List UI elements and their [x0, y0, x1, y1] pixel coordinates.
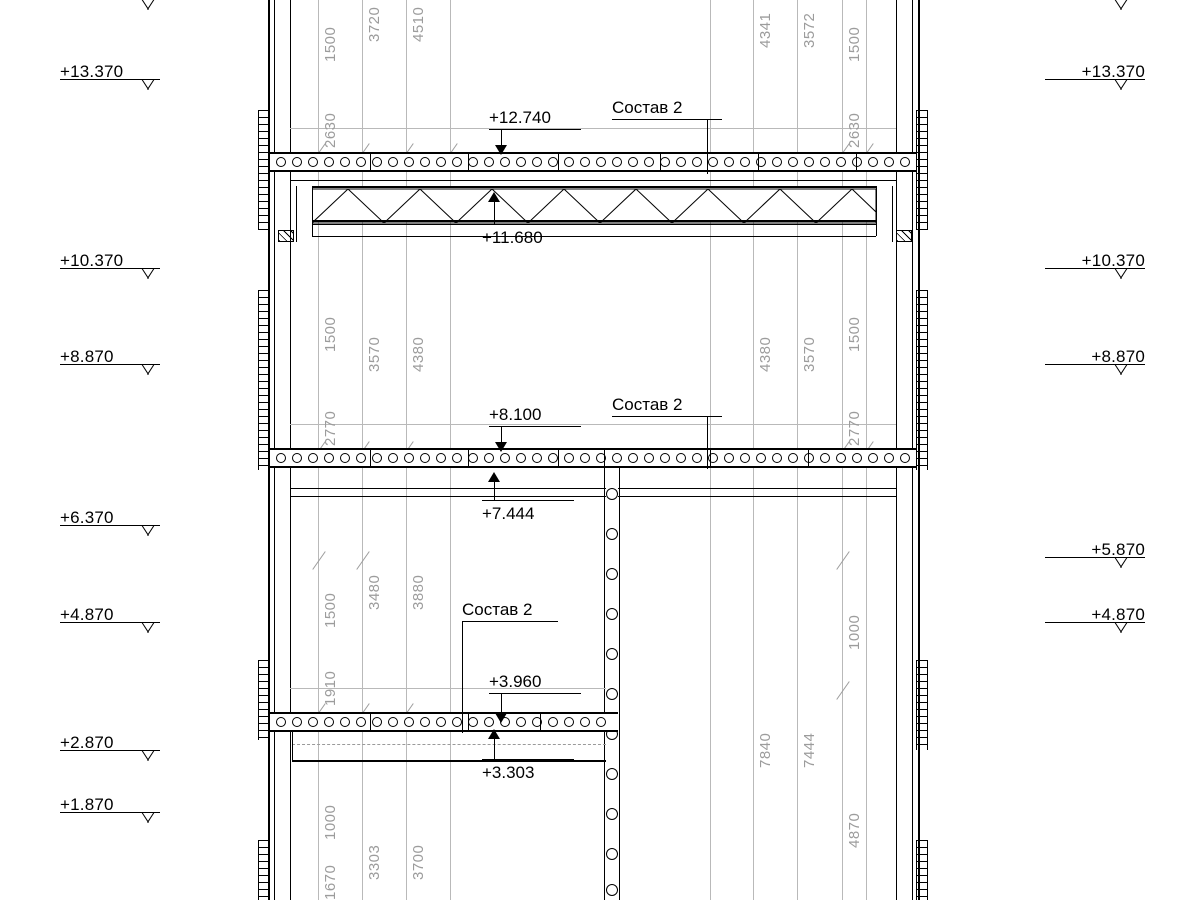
dimension-text: 2630 [846, 112, 863, 148]
ceiling-line-7444-b-right [618, 496, 896, 497]
elevation-arrow-icon [495, 442, 507, 452]
dimension-text: 3572 [801, 12, 818, 48]
dimension-tick [836, 551, 849, 570]
level-leader [1045, 268, 1145, 269]
wall-hatch-right-upper [916, 110, 928, 230]
level-label: +5.870 [1091, 540, 1145, 559]
elevation-arrow-icon [495, 713, 507, 723]
dimension-text: 3880 [410, 574, 427, 610]
ceiling-right-return [896, 468, 897, 508]
elevation-label: +12.740 [489, 108, 551, 127]
level-arrow-icon [1115, 622, 1127, 633]
ceiling-line-7444-right [618, 488, 896, 489]
level-arrow-icon [142, 79, 154, 90]
level-arrow-icon [142, 525, 154, 536]
elevation-leader [482, 759, 574, 760]
truss-left-end-post [312, 186, 313, 236]
dimension-text: 1670 [322, 864, 339, 900]
elevation-leader [489, 426, 581, 427]
level-label: +6.370 [60, 508, 114, 527]
wall-hatch-right-lower [916, 660, 928, 750]
annotation-label: Состав 2 [612, 98, 683, 117]
truss-bottom-flange [312, 224, 876, 225]
steel-truss [312, 186, 876, 222]
dimension-text: 1500 [846, 316, 863, 352]
dimension-text: 2770 [322, 410, 339, 446]
floor-slab-8100 [270, 448, 916, 468]
elevation-label: +11.680 [482, 228, 543, 247]
truss-bearing-left [278, 230, 294, 242]
level-label: +4.870 [1091, 605, 1145, 624]
annotation-lead-drop [462, 621, 463, 733]
level-arrow-icon [1115, 557, 1127, 568]
elevation-leader [489, 693, 581, 694]
level-label: +8.870 [60, 347, 114, 366]
truss-web-diagonals [312, 188, 876, 224]
elevation-arrow-icon [488, 472, 500, 482]
dimension-tick [356, 551, 369, 570]
ceiling-left-return [290, 468, 291, 508]
truss-right-end-post [876, 186, 877, 236]
elevation-leader [482, 500, 574, 501]
ceiling-line-3303 [292, 760, 606, 762]
wall-hatch-left-lower [258, 660, 270, 740]
wall-hatch-left-bottom [258, 840, 270, 900]
interior-partition-column [604, 468, 620, 900]
level-arrow-icon [142, 268, 154, 279]
level-arrow-icon [142, 812, 154, 823]
dimension-tick [836, 681, 849, 700]
dimension-text: 1500 [322, 26, 339, 62]
level-label: +1.870 [60, 795, 114, 814]
interior-guide-line [290, 424, 896, 425]
wall-hatch-left-upper [258, 110, 270, 230]
floor-slab-3960 [270, 712, 618, 732]
dimension-text: 4380 [410, 336, 427, 372]
dimension-text: 3720 [366, 6, 383, 42]
ceiling-line-7444-left [290, 488, 606, 489]
level-label: +2.870 [60, 733, 114, 752]
level-leader [1045, 79, 1145, 80]
level-arrow-icon [142, 750, 154, 761]
wall-hatch-right-mid [916, 290, 928, 470]
level-leader [1045, 557, 1145, 558]
elevation-label: +7.444 [482, 504, 535, 523]
dimension-text: 3570 [366, 336, 383, 372]
dimension-text: 1500 [322, 316, 339, 352]
level-label: +10.370 [60, 251, 124, 270]
dimension-text: 4380 [757, 336, 774, 372]
elevation-stem [501, 129, 502, 145]
slab-3960-left-return [292, 732, 293, 762]
dimension-text: 4870 [846, 812, 863, 848]
level-label: +4.870 [60, 605, 114, 624]
level-label: +10.370 [1081, 251, 1145, 270]
elevation-arrow-icon [488, 729, 500, 739]
annotation-label: Состав 2 [612, 395, 683, 414]
dimension-text: 3480 [366, 574, 383, 610]
annotation-lead-drop [707, 119, 708, 174]
level-label: +13.370 [60, 62, 124, 81]
dimension-text: 3700 [410, 844, 427, 880]
dimension-text: 1000 [846, 614, 863, 650]
floor-slab-12740 [270, 152, 916, 172]
dimension-text: 1500 [322, 592, 339, 628]
annotation-leader [462, 621, 558, 622]
annotation-label: Состав 2 [462, 600, 533, 619]
truss-seat-line [312, 236, 876, 237]
dimension-text: 2630 [322, 112, 339, 148]
dimension-text: 7840 [757, 732, 774, 768]
elevation-leader [489, 129, 581, 130]
level-label: +8.870 [1091, 347, 1145, 366]
level-arrow-icon [1115, 0, 1127, 10]
slab-3960-dash [292, 744, 606, 745]
truss-bearing-right [896, 230, 912, 242]
elevation-arrow-icon [488, 192, 500, 202]
dimension-text: 4510 [410, 6, 427, 42]
dimension-tick [312, 551, 325, 570]
elevation-stem [501, 426, 502, 442]
level-leader [1045, 622, 1145, 623]
elevation-stem [501, 693, 502, 713]
level-label: +13.370 [1081, 62, 1145, 81]
wall-hatch-right-bottom [916, 840, 928, 900]
dimension-text: 1000 [322, 804, 339, 840]
wall-hatch-left-mid [258, 290, 270, 470]
elevation-stem [494, 739, 495, 759]
interior-guide-line [290, 128, 896, 129]
dimension-text: 3570 [801, 336, 818, 372]
truss-top-flange [290, 180, 896, 181]
truss-bearing-right-stem [892, 186, 893, 242]
elevation-stem [494, 202, 495, 224]
level-arrow-icon [1115, 79, 1127, 90]
level-arrow-icon [1115, 364, 1127, 375]
elevation-label: +3.303 [482, 763, 535, 782]
annotation-lead-drop [707, 416, 708, 469]
annotation-leader [612, 119, 722, 120]
level-leader [1045, 364, 1145, 365]
level-arrow-icon [142, 364, 154, 375]
dimension-text: 3303 [366, 844, 383, 880]
annotation-leader [612, 416, 722, 417]
elevation-stem [494, 482, 495, 500]
dimension-text: 1910 [322, 670, 339, 706]
elevation-arrow-icon [495, 145, 507, 155]
dimension-text: 7444 [801, 732, 818, 768]
elevation-label: +8.100 [489, 405, 542, 424]
truss-bearing-left-stem [296, 186, 297, 242]
elevation-label: +3.960 [489, 672, 542, 691]
elevation-leader [482, 224, 574, 225]
dimension-text: 2770 [846, 410, 863, 446]
level-arrow-icon [142, 622, 154, 633]
dimension-text: 4341 [757, 12, 774, 48]
ceiling-line-7444-b [290, 496, 606, 497]
dimension-text: 1500 [846, 26, 863, 62]
level-arrow-icon [142, 0, 154, 10]
level-arrow-icon [1115, 268, 1127, 279]
